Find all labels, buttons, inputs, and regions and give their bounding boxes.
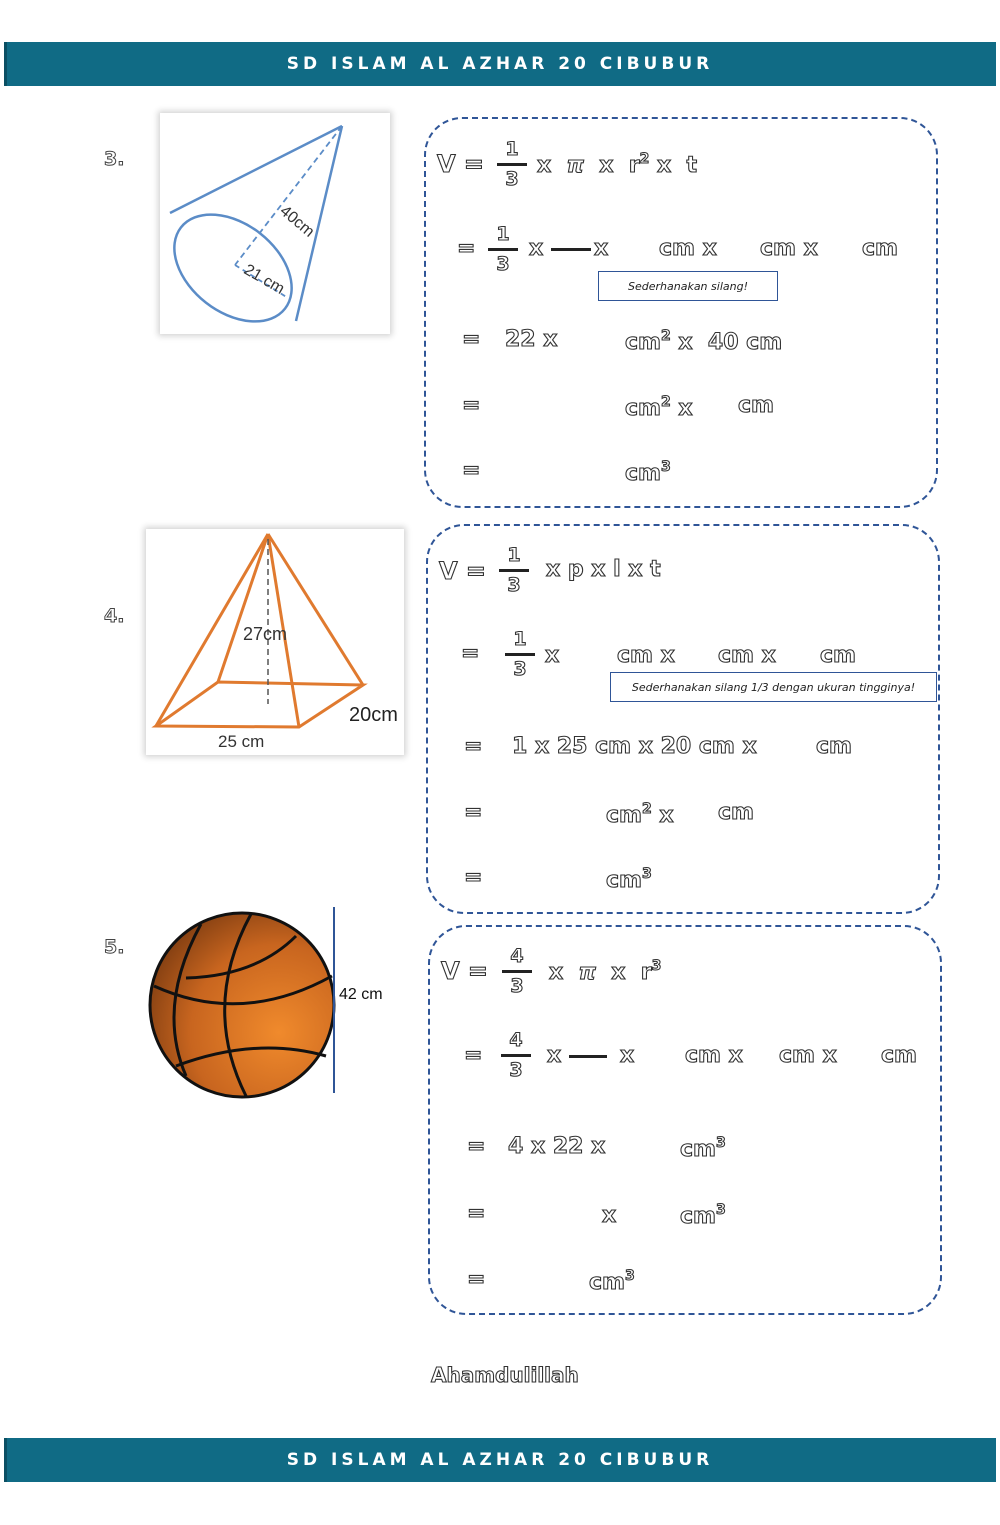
fraction-denominator: 3	[513, 658, 527, 680]
fraction-bar	[499, 569, 529, 572]
fraction-denominator: 3	[507, 574, 521, 596]
step4-a-4: $cm^3$	[606, 866, 652, 893]
step3-eq-5: =	[467, 1201, 486, 1226]
formula-lhs-5: V =	[441, 957, 489, 985]
hint-box-4: Sederhanakan silang 1/3 dengan ukuran tingginya!	[610, 672, 937, 702]
step1-unit2-5: cm x	[779, 1043, 837, 1068]
step2-eq-4: =	[464, 734, 483, 759]
step3-eq-3: =	[462, 393, 481, 418]
step1-unit1-5: cm x	[685, 1043, 743, 1068]
step3-b-5: $cm^3$	[680, 1202, 726, 1229]
step2-eq-5: =	[467, 1134, 486, 1159]
step1-eq-4: =	[461, 641, 480, 666]
step4-eq-4: =	[464, 865, 483, 890]
fraction-bar	[497, 163, 527, 166]
fraction-bar	[488, 248, 518, 251]
fraction-denominator: 3	[509, 1059, 523, 1081]
step1-x1-4: x	[545, 643, 560, 668]
formula-fraction-3	[497, 140, 527, 189]
fraction-denominator: 3	[510, 975, 524, 997]
fraction-denominator: 3	[496, 253, 510, 275]
fraction-blank-line-5	[569, 1055, 607, 1058]
step1-x1-5: x	[547, 1043, 562, 1068]
cone-drawing	[160, 113, 390, 334]
formula-fraction-5	[502, 947, 532, 996]
step1-unit3-4: cm	[820, 643, 856, 668]
step2-a-5: 4 x 22 x	[508, 1134, 606, 1159]
step1-unit3-5: cm	[881, 1043, 917, 1068]
step3-b-4: cm	[718, 800, 754, 825]
fraction-numerator: 4	[509, 1029, 523, 1051]
pyramid-width-label: 20cm	[349, 704, 398, 726]
step3-a-4: $cm^2$ x	[606, 801, 674, 828]
formula-rest-3: x π x $r^2$ x t	[537, 151, 698, 178]
step4-a-5: $cm^3$	[589, 1268, 635, 1295]
fraction-bar	[501, 1054, 531, 1057]
fraction-numerator: 1	[507, 544, 521, 566]
step1-x1-3: x	[529, 236, 544, 261]
step1-x2-3: x	[594, 236, 609, 261]
formula-lhs-4: V =	[439, 557, 487, 585]
step2-eq-3: =	[462, 327, 481, 352]
fraction-blank-line-3	[551, 248, 591, 251]
footer-banner	[4, 1438, 996, 1482]
fraction-bar	[505, 653, 535, 656]
sphere-diameter-label: 42 cm	[339, 986, 383, 1003]
step1-unit2-4: cm x	[718, 643, 776, 668]
cone-slant-label: 40cm	[276, 202, 318, 241]
formula-fraction-4	[499, 546, 529, 595]
step1-fraction-4	[505, 630, 535, 679]
formula-lhs-3: V =	[437, 150, 485, 178]
fraction-bar	[502, 970, 532, 973]
diameter-line	[333, 907, 335, 1093]
fraction-numerator: 4	[510, 945, 524, 967]
step4-eq-3: =	[462, 458, 481, 483]
step4-a-3: $cm^3$	[625, 459, 671, 486]
pyramid-length-label: 25 cm	[218, 732, 265, 751]
step2-b-3: $cm^2$ x 40 cm	[625, 328, 783, 355]
step4-eq-5: =	[467, 1267, 486, 1292]
step3-b-3: cm	[738, 393, 774, 418]
step1-unit2-3: cm x	[760, 236, 818, 261]
formula-rest-5: x π x $r^3$	[549, 958, 662, 985]
closing-text: Ahamdulillah	[431, 1363, 579, 1387]
header-banner	[4, 42, 996, 86]
cone-figure	[160, 113, 390, 334]
problem-number-4: 4.	[104, 605, 125, 627]
fraction-denominator: 3	[505, 168, 519, 190]
step2-a-3: 22 x	[505, 327, 558, 352]
header-title: SD ISLAM AL AZHAR 20 CIBUBUR	[286, 54, 714, 74]
fraction-numerator: 1	[505, 138, 519, 160]
formula-rest-4: x p x l x t	[546, 557, 661, 582]
step1-unit1-3: cm x	[659, 236, 717, 261]
basketball-drawing	[146, 906, 342, 1102]
problem-number-3: 3.	[104, 148, 125, 170]
footer-title: SD ISLAM AL AZHAR 20 CIBUBUR	[286, 1450, 714, 1470]
step2-b-4: cm	[816, 734, 852, 759]
step1-unit1-4: cm x	[617, 643, 675, 668]
step1-x2-5: x	[620, 1043, 635, 1068]
step3-eq-4: =	[464, 800, 483, 825]
step2-b-5: $cm^3$	[680, 1135, 726, 1162]
fraction-numerator: 1	[496, 223, 510, 245]
pyramid-figure	[146, 529, 404, 755]
step1-eq-5: =	[464, 1043, 483, 1068]
step1-unit3-3: cm	[862, 236, 898, 261]
step3-a-5: x	[602, 1203, 617, 1228]
step2-a-4: 1 x 25 cm x 20 cm x	[512, 734, 757, 759]
cone-radius-label: 21 cm	[240, 261, 288, 298]
step1-fraction-5	[501, 1031, 531, 1080]
step1-fraction-3	[488, 225, 518, 274]
hint-box-3: Sederhanakan silang!	[598, 271, 778, 301]
fraction-numerator: 1	[513, 628, 527, 650]
step3-a-3: $cm^2$ x	[625, 394, 693, 421]
problem-number-5: 5.	[104, 936, 125, 958]
pyramid-height-label: 27cm	[243, 624, 288, 644]
step1-eq-3: =	[457, 236, 476, 261]
